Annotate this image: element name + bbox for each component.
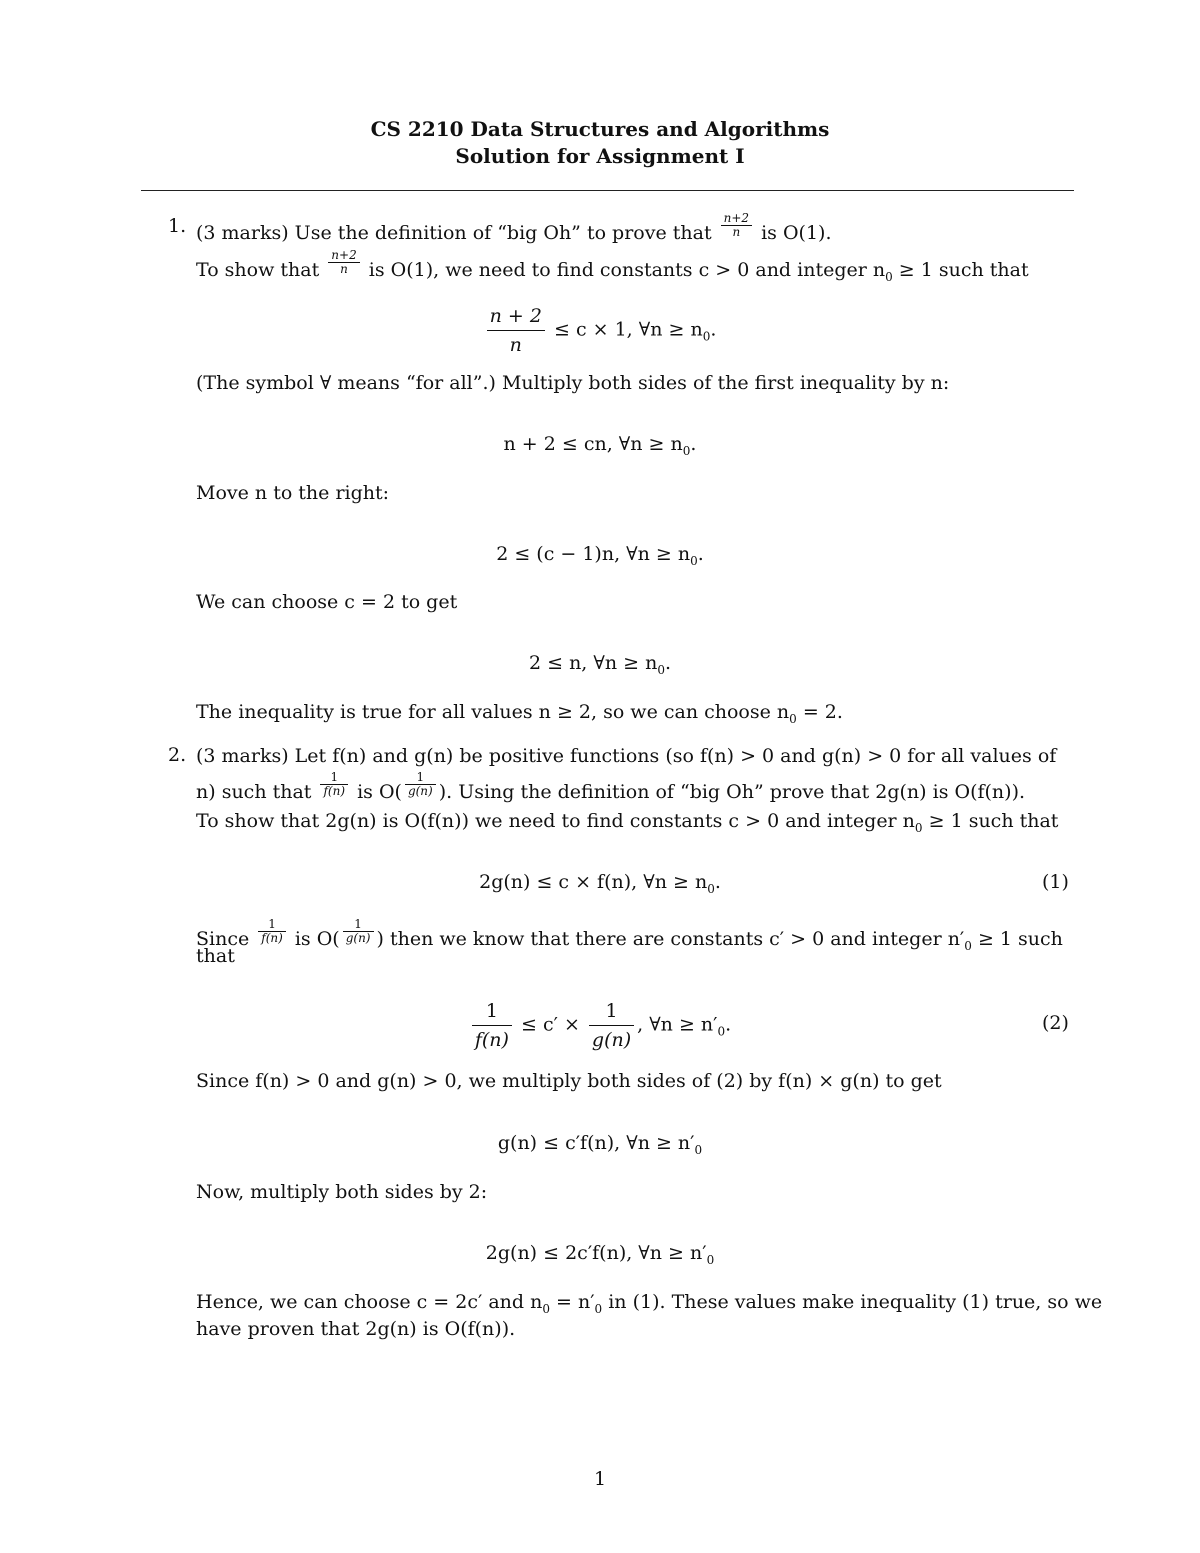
q1-choose-text: We can choose c = 2 to get	[196, 591, 458, 613]
q2-equation-2: $\frac{1}{f(n)}$ ≤ c′ × $\frac{1}{g(n)}$ , ∀n ≥ $n'_0$.	[0, 997, 1200, 1054]
question-2-line-2: n) such that $\frac{1}{f(n)}$ is O( $\frac{1}{g(n)}$ ). Using the definition of “big Oh” prove that 2g(n) is O(f(n)).	[196, 770, 1026, 803]
q2-equation-4: 2g(n) ≤ 2c′f(n), ∀n ≥ $n'_0$	[485, 1242, 715, 1267]
q2-equation-3: g(n) ≤ c′f(n), ∀n ≥ $n'_0$	[497, 1132, 703, 1157]
q2-hence-line-2: have proven that 2g(n) is O(f(n)).	[196, 1318, 516, 1340]
question-1-number: 1.	[168, 215, 187, 237]
q2-since-line-1: Since $\frac{1}{f(n)}$ is O( $\frac{1}{g(n)}$ ) then we know that there are constants c′ > 0 and integer $n'_0 \ge 1$ such	[196, 917, 1063, 953]
q1-show-fraction: $\frac{n+2}{n}$	[328, 249, 359, 276]
q1-statement-end: is O(1).	[761, 222, 832, 244]
q1-conclusion: The inequality is true for all values n ≥ 2, so we can choose $n_0 = 2$.	[196, 701, 843, 726]
q1-show-line: To show that $\frac{n+2}{n}$ is O(1), we need to find constants c > 0 and integer $n_0 \ge 1$ such that	[196, 248, 1029, 284]
question-1-statement	[196, 212, 832, 245]
q2-since-line-1-cont: that	[196, 945, 235, 967]
q2-frac-1-over-g: $\frac{1}{g(n)}$	[405, 771, 436, 798]
q2-equation-2-label: (2)	[1042, 1012, 1069, 1034]
q1-statement-text: (3 marks) Use the definition of “big Oh” to prove that	[196, 222, 712, 244]
q2-hence-line-1: Hence, we can choose c = 2c′ and $n_0 = n'_0$ in (1). These values make inequality (1) true, so we	[196, 1291, 1103, 1316]
q2-show-line: To show that 2g(n) is O(f(n)) we need to find constants c > 0 and integer $n_0 \ge 1$ such that	[196, 810, 1059, 835]
question-2-number: 2.	[168, 744, 187, 766]
q2-since-line-2: Since f(n) > 0 and g(n) > 0, we multiply both sides of (2) by f(n) × g(n) to get	[196, 1070, 942, 1092]
q2-equation-1: 2g(n) ≤ c × f(n), ∀n ≥ $n_0$.	[479, 871, 721, 896]
q2-equation-1-label: (1)	[1042, 871, 1069, 893]
q1-symbol-note: (The symbol ∀ means “for all”.) Multiply both sides of the first inequality by n:	[196, 372, 950, 394]
q1-move-text: Move n to the right:	[196, 482, 390, 504]
question-2-line-1: (3 marks) Let f(n) and g(n) be positive functions (so f(n) > 0 and g(n) > 0 for all values of	[196, 745, 1057, 767]
q1-equation-4: 2 ≤ n, ∀n ≥ $n_0$.	[528, 652, 672, 677]
page-number: 1	[593, 1468, 607, 1490]
q2-frac-1-over-f: $\frac{1}{f(n)}$	[320, 771, 348, 798]
q1-equation-3: 2 ≤ (c − 1)n, ∀n ≥ $n_0$.	[496, 543, 704, 568]
q1-equation-1: $\frac{n + 2}{n}$ ≤ c × 1, ∀n ≥ $n_0$.	[0, 302, 1200, 359]
q1-equation-2: n + 2 ≤ cn, ∀n ≥ $n_0$.	[503, 433, 697, 458]
header-rule	[141, 190, 1074, 191]
q1-inline-fraction: $\frac{n+2}{n}$	[721, 212, 752, 239]
q2-now-text: Now, multiply both sides by 2:	[196, 1181, 488, 1203]
document-title: CS 2210 Data Structures and Algorithms	[370, 117, 830, 141]
document-subtitle: Solution for Assignment I	[455, 144, 745, 168]
